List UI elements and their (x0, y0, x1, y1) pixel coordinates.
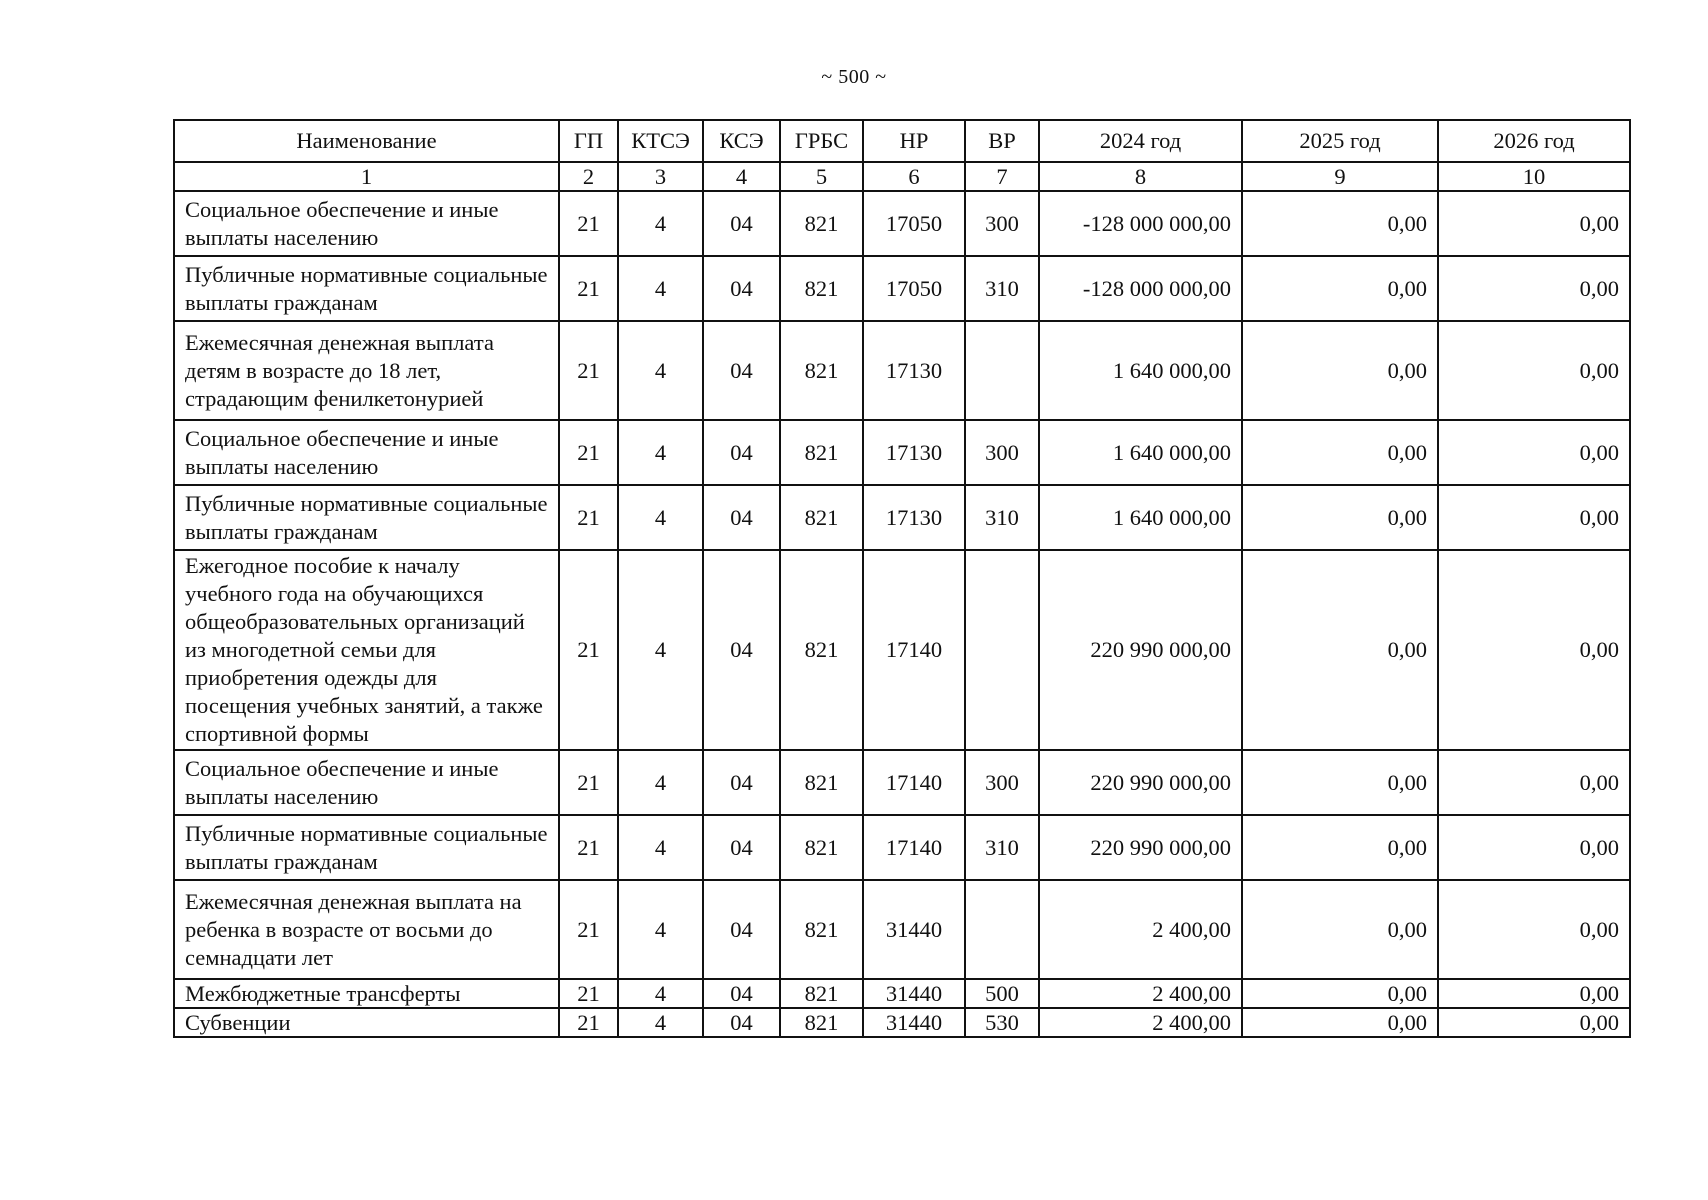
column-number: 4 (703, 162, 780, 191)
cell-vr (965, 880, 1039, 979)
cell-grbs: 821 (780, 420, 863, 485)
cell-nr: 31440 (863, 979, 965, 1008)
cell-nr: 31440 (863, 880, 965, 979)
header-kse: КСЭ (703, 120, 780, 162)
cell-name: Социальное обеспечение и иные выплаты населению (174, 750, 559, 815)
cell-grbs: 821 (780, 550, 863, 750)
cell-name: Публичные нормативные социальные выплаты гражданам (174, 485, 559, 550)
cell-kse: 04 (703, 256, 780, 321)
budget-table (173, 119, 1631, 1038)
cell-name: Межбюджетные трансферты (174, 979, 559, 1008)
column-number: 9 (1242, 162, 1438, 191)
cell-grbs: 821 (780, 880, 863, 979)
cell-2025: 0,00 (1242, 485, 1438, 550)
cell-kse: 04 (703, 420, 780, 485)
header-2025: 2025 год (1242, 120, 1438, 162)
cell-2026: 0,00 (1438, 750, 1630, 815)
cell-kse: 04 (703, 815, 780, 880)
cell-vr: 500 (965, 979, 1039, 1008)
cell-2025: 0,00 (1242, 550, 1438, 750)
header-2024: 2024 год (1039, 120, 1242, 162)
table-row (174, 256, 1630, 321)
cell-2025: 0,00 (1242, 815, 1438, 880)
cell-nr: 17140 (863, 815, 965, 880)
cell-gp: 21 (559, 979, 618, 1008)
cell-2025: 0,00 (1242, 256, 1438, 321)
cell-kse: 04 (703, 1008, 780, 1037)
table-row (174, 420, 1630, 485)
cell-ktse: 4 (618, 191, 703, 256)
cell-kse: 04 (703, 550, 780, 750)
cell-2026: 0,00 (1438, 880, 1630, 979)
cell-2026: 0,00 (1438, 321, 1630, 420)
header-gp: ГП (559, 120, 618, 162)
cell-vr: 300 (965, 420, 1039, 485)
header-vr: ВР (965, 120, 1039, 162)
column-number-row (174, 162, 1630, 191)
cell-2024: 2 400,00 (1039, 1008, 1242, 1037)
cell-ktse: 4 (618, 550, 703, 750)
cell-grbs: 821 (780, 815, 863, 880)
cell-vr: 310 (965, 485, 1039, 550)
cell-gp: 21 (559, 256, 618, 321)
cell-gp: 21 (559, 485, 618, 550)
table-row (174, 321, 1630, 420)
cell-2024: 220 990 000,00 (1039, 815, 1242, 880)
cell-vr (965, 550, 1039, 750)
cell-vr (965, 321, 1039, 420)
cell-2026: 0,00 (1438, 256, 1630, 321)
header-grbs: ГРБС (780, 120, 863, 162)
cell-2026: 0,00 (1438, 191, 1630, 256)
table-row (174, 550, 1630, 750)
cell-ktse: 4 (618, 321, 703, 420)
cell-name: Социальное обеспечение и иные выплаты населению (174, 191, 559, 256)
cell-kse: 04 (703, 880, 780, 979)
cell-name: Ежегодное пособие к началу учебного года на обучающихся общеобразовательных организаций из многодетной семьи для приобретения одежды для посещения учебных занятий, а также спортивной формы (174, 550, 559, 750)
cell-2024: 1 640 000,00 (1039, 485, 1242, 550)
cell-gp: 21 (559, 420, 618, 485)
cell-2026: 0,00 (1438, 485, 1630, 550)
cell-2026: 0,00 (1438, 550, 1630, 750)
cell-2025: 0,00 (1242, 979, 1438, 1008)
cell-2024: 2 400,00 (1039, 979, 1242, 1008)
table-row (174, 485, 1630, 550)
cell-2025: 0,00 (1242, 750, 1438, 815)
cell-gp: 21 (559, 550, 618, 750)
cell-2024: -128 000 000,00 (1039, 191, 1242, 256)
cell-grbs: 821 (780, 979, 863, 1008)
cell-name: Ежемесячная денежная выплата детям в возрасте до 18 лет, страдающим фенилкетонурией (174, 321, 559, 420)
cell-name: Субвенции (174, 1008, 559, 1037)
cell-ktse: 4 (618, 1008, 703, 1037)
header-2026: 2026 год (1438, 120, 1630, 162)
header-ktse: КТСЭ (618, 120, 703, 162)
cell-grbs: 821 (780, 1008, 863, 1037)
column-number: 7 (965, 162, 1039, 191)
cell-vr: 300 (965, 750, 1039, 815)
cell-ktse: 4 (618, 815, 703, 880)
cell-2024: 220 990 000,00 (1039, 750, 1242, 815)
cell-2024: 220 990 000,00 (1039, 550, 1242, 750)
cell-vr: 530 (965, 1008, 1039, 1037)
cell-2026: 0,00 (1438, 420, 1630, 485)
column-number: 5 (780, 162, 863, 191)
column-number: 10 (1438, 162, 1630, 191)
cell-vr: 310 (965, 256, 1039, 321)
cell-name: Социальное обеспечение и иные выплаты населению (174, 420, 559, 485)
table-row (174, 1008, 1630, 1037)
cell-nr: 17050 (863, 256, 965, 321)
cell-ktse: 4 (618, 420, 703, 485)
cell-grbs: 821 (780, 321, 863, 420)
cell-nr: 17140 (863, 750, 965, 815)
header-nr: НР (863, 120, 965, 162)
cell-kse: 04 (703, 750, 780, 815)
table-row (174, 979, 1630, 1008)
cell-2025: 0,00 (1242, 321, 1438, 420)
cell-gp: 21 (559, 880, 618, 979)
cell-vr: 300 (965, 191, 1039, 256)
cell-2025: 0,00 (1242, 420, 1438, 485)
cell-nr: 17130 (863, 420, 965, 485)
page-number: ~ 500 ~ (821, 66, 887, 88)
table-row (174, 191, 1630, 256)
cell-kse: 04 (703, 321, 780, 420)
cell-grbs: 821 (780, 485, 863, 550)
cell-ktse: 4 (618, 256, 703, 321)
cell-2026: 0,00 (1438, 979, 1630, 1008)
cell-gp: 21 (559, 750, 618, 815)
column-number: 1 (174, 162, 559, 191)
column-number: 8 (1039, 162, 1242, 191)
cell-2024: 1 640 000,00 (1039, 321, 1242, 420)
column-number: 3 (618, 162, 703, 191)
cell-2026: 0,00 (1438, 1008, 1630, 1037)
cell-nr: 17130 (863, 485, 965, 550)
cell-name: Публичные нормативные социальные выплаты гражданам (174, 815, 559, 880)
table-row (174, 880, 1630, 979)
header-row (174, 120, 1630, 162)
cell-gp: 21 (559, 191, 618, 256)
cell-nr: 17050 (863, 191, 965, 256)
cell-ktse: 4 (618, 485, 703, 550)
cell-nr: 17140 (863, 550, 965, 750)
cell-grbs: 821 (780, 750, 863, 815)
cell-vr: 310 (965, 815, 1039, 880)
cell-name: Ежемесячная денежная выплата на ребенка в возрасте от восьми до семнадцати лет (174, 880, 559, 979)
cell-nr: 17130 (863, 321, 965, 420)
header-name: Наименование (174, 120, 559, 162)
cell-gp: 21 (559, 815, 618, 880)
cell-gp: 21 (559, 321, 618, 420)
cell-2025: 0,00 (1242, 880, 1438, 979)
cell-2025: 0,00 (1242, 191, 1438, 256)
cell-grbs: 821 (780, 256, 863, 321)
column-number: 6 (863, 162, 965, 191)
cell-ktse: 4 (618, 750, 703, 815)
cell-ktse: 4 (618, 880, 703, 979)
table-row (174, 815, 1630, 880)
column-number: 2 (559, 162, 618, 191)
cell-ktse: 4 (618, 979, 703, 1008)
cell-grbs: 821 (780, 191, 863, 256)
cell-2024: 2 400,00 (1039, 880, 1242, 979)
cell-2026: 0,00 (1438, 815, 1630, 880)
table-row (174, 750, 1630, 815)
cell-2024: -128 000 000,00 (1039, 256, 1242, 321)
cell-2025: 0,00 (1242, 1008, 1438, 1037)
cell-2024: 1 640 000,00 (1039, 420, 1242, 485)
cell-gp: 21 (559, 1008, 618, 1037)
cell-nr: 31440 (863, 1008, 965, 1037)
cell-kse: 04 (703, 485, 780, 550)
cell-kse: 04 (703, 191, 780, 256)
cell-name: Публичные нормативные социальные выплаты гражданам (174, 256, 559, 321)
cell-kse: 04 (703, 979, 780, 1008)
